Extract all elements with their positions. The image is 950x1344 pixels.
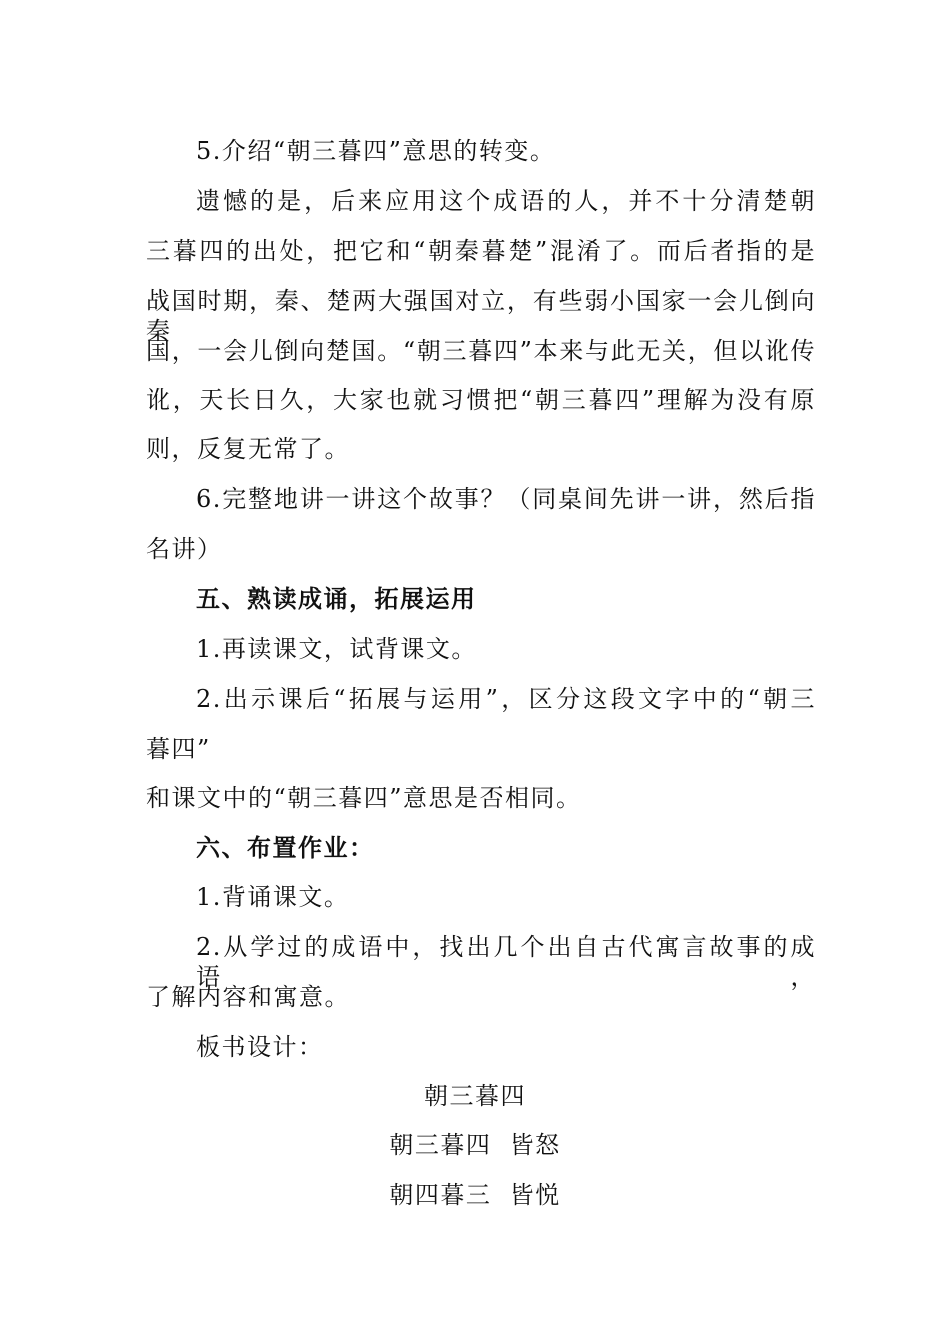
list-item: 1.再读课文，试背课文。 xyxy=(196,635,477,663)
paragraph-line: 战国时期，秦、楚两大强国对立，有些弱小国家一会儿倒向秦 xyxy=(146,287,816,345)
paragraph-line: 国，一会儿倒向楚国。“朝三暮四”本来与此无关，但以讹传 xyxy=(146,337,816,365)
section-heading-5: 五、熟读成诵，拓展运用 xyxy=(196,585,477,613)
list-item: 2.从学过的成语中，找出几个出自古代寓言故事的成语， xyxy=(196,933,816,991)
board-design-label: 板书设计： xyxy=(196,1033,324,1061)
list-item: 和课文中的“朝三暮四”意思是否相同。 xyxy=(146,784,582,812)
step-6-line: 名讲） xyxy=(146,535,223,563)
paragraph-line: 三暮四的出处，把它和“朝秦暮楚”混淆了。而后者指的是 xyxy=(146,237,816,265)
board-title: 朝三暮四 xyxy=(424,1082,526,1110)
paragraph-line: 遗憾的是，后来应用这个成语的人，并不十分清楚朝 xyxy=(196,187,816,215)
list-item: 1.背诵课文。 xyxy=(196,883,350,911)
list-item: 了解内容和寓意。 xyxy=(146,983,350,1011)
step-5-line: 5.介绍“朝三暮四”意思的转变。 xyxy=(196,137,556,165)
step-6-line: 6.完整地讲一讲这个故事？（同桌间先讲一讲，然后指 xyxy=(196,485,816,513)
list-item: 2.出示课后“拓展与运用”，区分这段文字中的“朝三 xyxy=(196,685,816,713)
paragraph-line: 讹，天长日久，大家也就习惯把“朝三暮四”理解为没有原 xyxy=(146,386,816,414)
paragraph-line: 则，反复无常了。 xyxy=(146,435,350,463)
list-item: 暮四” xyxy=(146,735,211,763)
board-line: 朝四暮三 皆悦 xyxy=(389,1181,561,1209)
section-heading-6: 六、布置作业： xyxy=(196,834,375,862)
board-line: 朝三暮四 皆怒 xyxy=(389,1131,561,1159)
